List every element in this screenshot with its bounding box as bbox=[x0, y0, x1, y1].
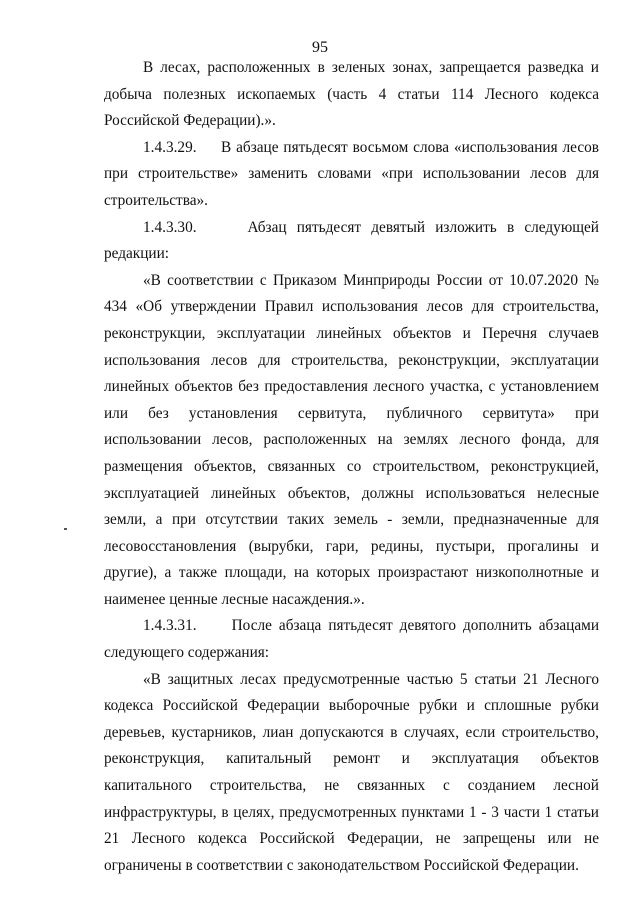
paragraph-1-4-3-30: 1.4.3.30. Абзац пятьдесят девятый изложить в следующей редакции: bbox=[104, 218, 603, 263]
paragraph-quote-order-434: «В соответствии с Приказом Минприроды России от 10.07.2020 № 434 «Об утверждении Правил использования лесов для строительства, реконструкции, эксплуатации линейных объектов и Перечня случаев использования лесов для строительства, реконструкции, эксплуатации линейных объектов без предоставления лесного участка, с установлением или без установления сервитута, публичного сервитута» при использовании лесов, расположенных на землях лесного фонда, для размещения объектов, связанных со строительством, реконструкцией, эксплуатацией линейных объектов, должны использоваться нелесные земли, а при отсутствии таких земель - земли, предназначенные для лесовосстановления (вырубки, гари, редины, пустыри, прогалины и другие), а также площади, на которых произрастают низкополнотные и наименее ценные лесные насаждения.». bbox=[104, 271, 599, 608]
document-body bbox=[104, 55, 603, 879]
paragraph-1-4-3-31: 1.4.3.31. После абзаца пятьдесят девятого дополнить абзацами следующего содержания: bbox=[104, 617, 603, 662]
margin-mark bbox=[64, 528, 67, 530]
paragraph-1-4-3-29: 1.4.3.29. В абзаце пятьдесят восьмом слова «использования лесов при строительстве» заменить словами «при использовании лесов для строительства». bbox=[104, 138, 603, 209]
paragraph-quote-protective-forests: «В защитных лесах предусмотренные частью 5 статьи 21 Лесного кодекса Российской Федерации выборочные рубки и сплошные рубки деревьев, кустарников, лиан допускаются в случаях, если строительство, реконструкция, капитальный ремонт и эксплуатация объектов капитального строительства, не связанных с созданием лесной инфраструктуры, в целях, предусмотренных пунктами 1 - 3 части 1 статьи 21 Лесного кодекса Российской Федерации, не запрещены или не ограничены в соответствии с законодательством Российской Федерации. bbox=[104, 670, 599, 874]
paragraph-continuation: В лесах, расположенных в зеленых зонах, запрещается разведка и добыча полезных ископаемых (часть 4 статьи 114 Лесного кодекса Российской Федерации).». bbox=[104, 59, 603, 130]
page-number: 95 bbox=[312, 39, 328, 56]
